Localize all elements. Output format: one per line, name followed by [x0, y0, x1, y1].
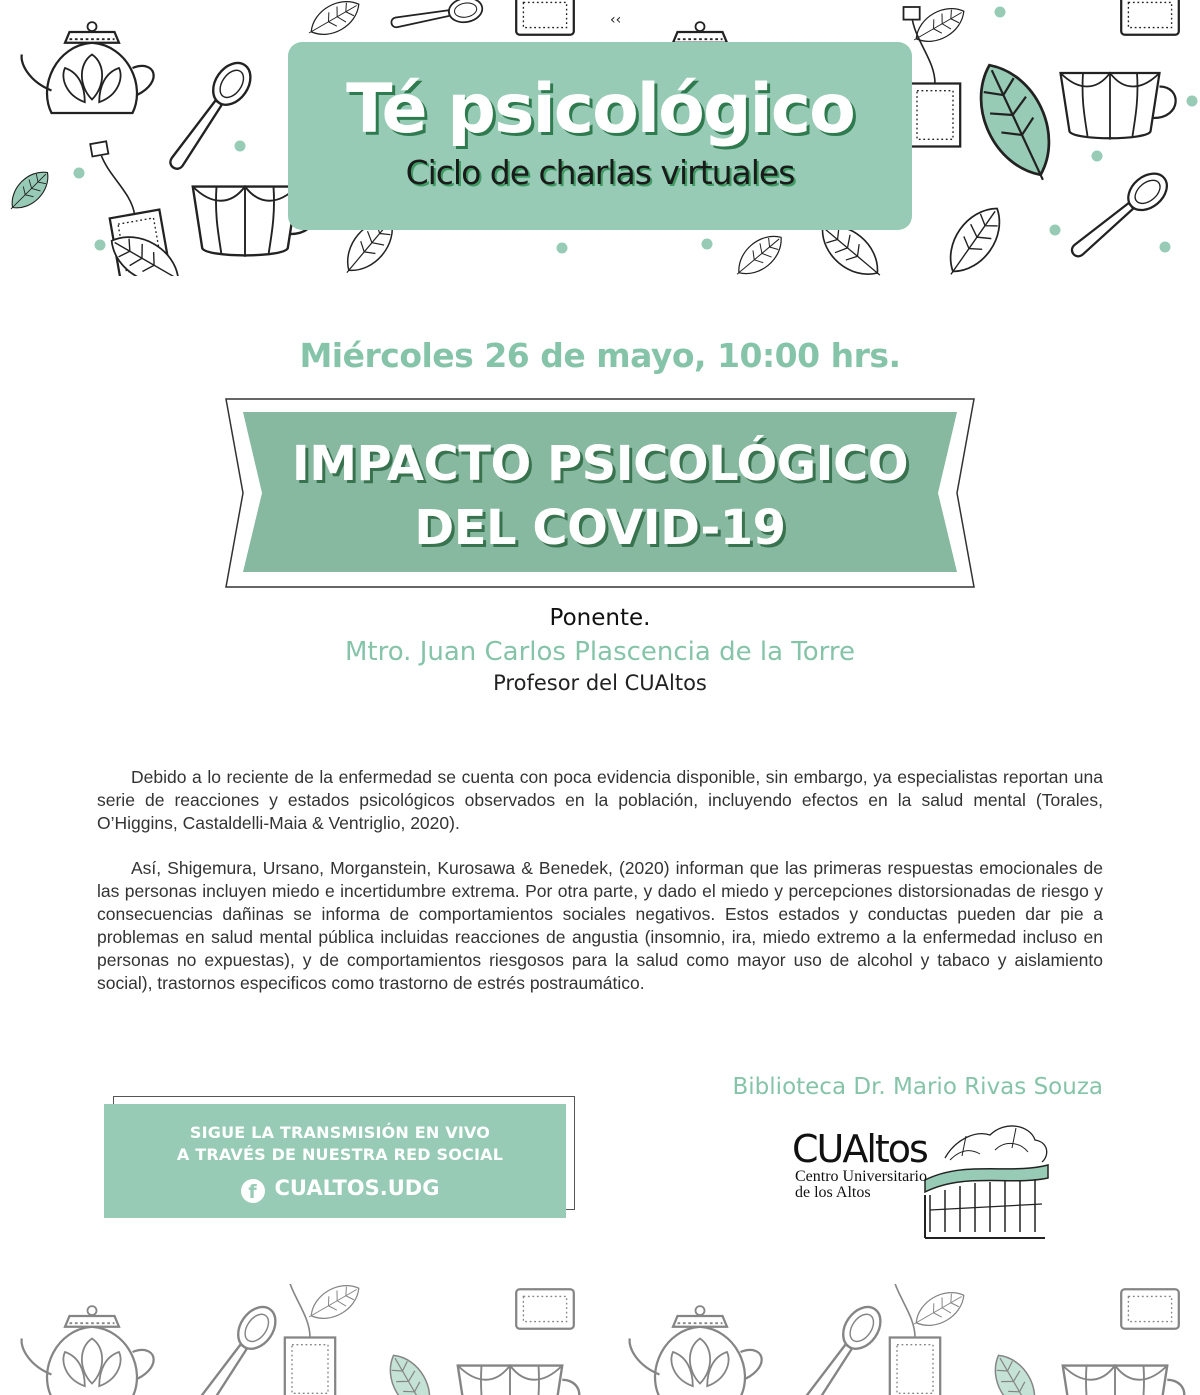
- logo-subtitle-1: Centro Universitario: [795, 1168, 927, 1185]
- topic-line-1: IMPACTO PSICOLÓGICO: [291, 436, 909, 492]
- event-series-title: Té psicológico: [346, 70, 854, 149]
- title-box: [288, 42, 912, 230]
- event-series-subtitle: Ciclo de charlas virtuales: [405, 153, 795, 192]
- cta-line-1: SIGUE LA TRANSMISIÓN EN VIVO: [189, 1123, 491, 1142]
- speaker-name: Mtro. Juan Carlos Plascencia de la Torre: [344, 637, 856, 667]
- banner-shape: [225, 398, 975, 588]
- logo-name: CUAltos: [792, 1127, 927, 1171]
- svg-text:‹‹: ‹‹: [610, 12, 622, 28]
- cta-line-2: A TRAVÉS DE NUESTRA RED SOCIAL: [176, 1145, 504, 1164]
- speaker-role: Profesor del CUAltos: [493, 671, 707, 695]
- event-date: Miércoles 26 de mayo, 10:00 hrs.: [299, 336, 901, 375]
- logo-subtitle-2: de los Altos: [795, 1184, 871, 1201]
- body-paragraph-2: Así, Shigemura, Ursano, Morganstein, Kurosawa & Benedek, (2020) informan que las primeras respuestas emocionales de las personas incluyen miedo e incertidumbre extrema. Por otra parte, y dado el miedo y percepciones distorsionadas de riesgo y consecuencias dañinas se informa de comportamientos sociales negativos. Estos estados y conductas pueden dar pie a problemas en salud mental pública incluidas reacciones de angustia (insomnio, ira, miedo extremo a la enfermedad incluso en personas no expuestas), y de comportamientos riesgosos para la salud como mayor uso de alcohol y tabaco y aislamiento social), trastornos especificos como trastorno de estrés postraumático.: [97, 858, 1103, 993]
- topic-banner: [225, 398, 975, 588]
- social-handle: CUALTOS.UDG: [274, 1176, 440, 1200]
- tea-pattern-bottom: [0, 1284, 1200, 1395]
- facebook-icon: f: [241, 1179, 265, 1203]
- cualtos-logo: [780, 1120, 1052, 1244]
- speaker-label: Ponente.: [549, 605, 651, 631]
- library-name: Biblioteca Dr. Mario Rivas Souza: [732, 1074, 1103, 1100]
- cta-box: [104, 1104, 566, 1218]
- topic-line-2: DEL COVID-19: [414, 500, 786, 556]
- body-paragraph-1: Debido a lo reciente de la enfermedad se cuenta con poca evidencia disponible, sin embargo, ya especialistas reportan una serie de reacciones y estados psicológicos observados en la población, incluyendo efectos en la salud mental (Torales, O’Higgins, Castaldelli-Maia & Ventriglio, 2020).: [97, 767, 1103, 833]
- social-link[interactable]: [104, 1176, 576, 1203]
